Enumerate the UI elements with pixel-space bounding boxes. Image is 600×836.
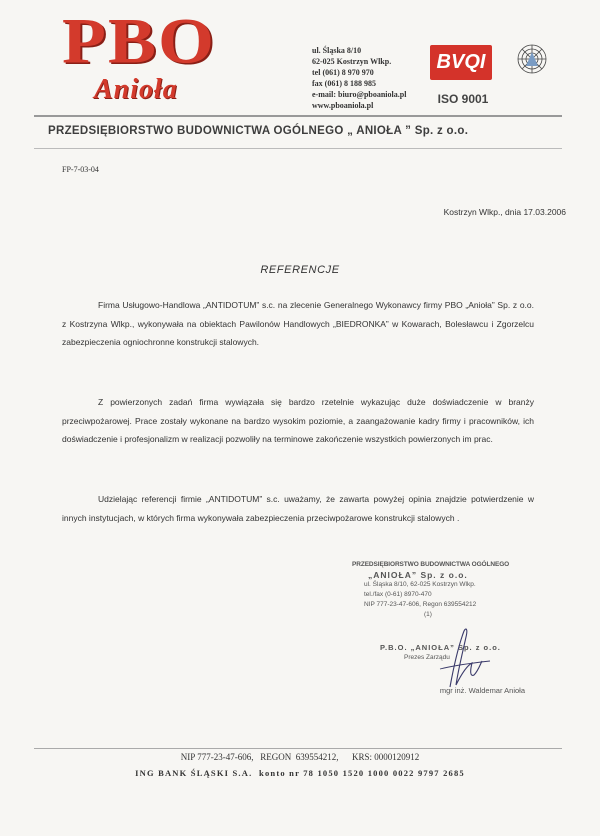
signature-company: P.B.O. „ANIOŁA” Sp. z o.o. [380,643,501,652]
header-rule-lower [34,148,562,149]
signature-role: Prezes Zarządu [404,654,450,661]
stamp-ids: NIP 777-23-47-606, Regon 639554212 [364,601,477,608]
stamp-phone: tel./fax (0-61) 8970-470 [364,591,432,598]
company-stamp [352,560,512,620]
body-paragraph-1: Firma Usługowo-Handlowa „ANTIDOTUM” s.c. na zlecenie Generalnego Wykonawcy firmy PBO „Anioła” Sp. z o.o. z Kostrzyna Wlkp., wykonywała na obiektach Pawilonów Handlowych „BIEDRONKA” w Kowarach, Bolesławcu i Zgorzelcu zabezpieczenia ogniochronne konstrukcji stalowych. [62,300,534,347]
handwritten-signature-icon [420,625,500,695]
company-name: PRZEDSIĘBIORSTWO BUDOWNICTWA OGÓLNEGO „ ANIOŁA ” Sp. z o.o. [48,125,469,137]
company-logo-sub: Anioła [94,74,178,105]
document-heading: REFERENCJE [260,264,340,276]
stamp-address: ul. Śląska 8/10, 62-025 Kostrzyn Wlkp. [364,581,476,588]
footer-rule [34,748,562,749]
contact-block [312,45,432,111]
contact-city: 62-025 Kostrzyn Wlkp. [312,57,392,66]
footer-bank-account: ING BANK ŚLĄSKI S.A. konto nr 78 1050 1520 1000 0022 9797 2685 [135,768,465,778]
bvqi-logo: BVQI [430,45,492,80]
certification-mark-icon [512,42,552,76]
company-logo-main: PBO [62,4,217,77]
iso-label: ISO 9001 [437,92,489,106]
document-code: FP-7-03-04 [62,165,99,174]
contact-email: e-mail: biuro@pboaniola.pl [312,90,407,99]
stamp-title: PRZEDSIĘBIORSTWO BUDOWNICTWA OGÓLNEGO [352,561,510,568]
contact-phone: tel (061) 8 970 970 [312,68,374,77]
body-paragraph-3: Udzielając referencji firmie „ANTIDOTUM” s.c. uważamy, że zawarta powyżej opinia znajdzie potwierdzenie w innych instytucjach, w których firma wykonywała zabezpieczenia przeciwpożarowe konstrukcji stalowych . [62,494,534,523]
certification-caption [504,82,562,86]
footer-registration: NIP 777-23-47-606, REGON 639554212, KRS: 0000120912 [180,752,420,762]
contact-street: ul. Śląska 8/10 [312,46,362,55]
stamp-name: „ANIOŁA” Sp. z o.o. [368,570,468,580]
place-and-date: Kostrzyn Wlkp., dnia 17.03.2006 [443,207,566,217]
body-paragraph-2: Z powierzonych zadań firma wywiązała się bardzo rzetelnie wykazując duże doświadczenie w branży przeciwpożarowej. Prace zostały wykonane na bardzo wysokim poziomie, a zaangażowanie kadry firmy i pracowników, ich doświadczenie i profesjonalizm w realizacji pozwoliły na terminowe zakończenie wszystkich powierzonych im prac. [62,397,534,444]
header-rule [34,115,562,117]
contact-website: www.pboaniola.pl [312,101,374,110]
stamp-number: (1) [424,611,432,618]
contact-fax: fax (061) 8 188 985 [312,79,376,88]
signer-name: mgr inż. Waldemar Anioła [439,686,525,695]
